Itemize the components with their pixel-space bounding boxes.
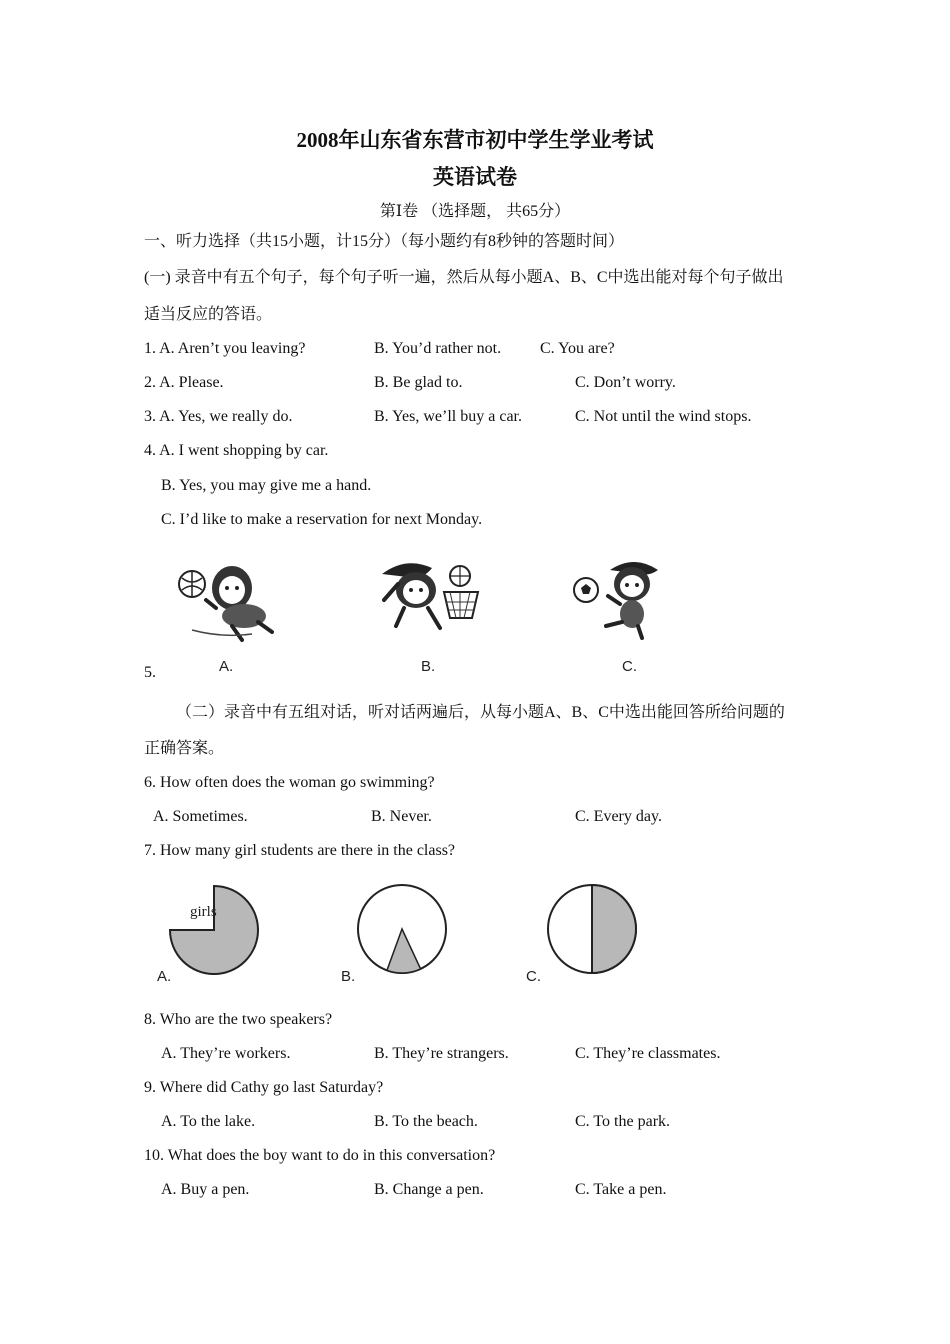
q5-label-c: C.	[622, 658, 637, 675]
q7-pie-chart-c	[546, 876, 642, 982]
part1-intro: (一) 录音中有五个句子，每个句子听一遍，然后从每小题A、B、C中选出能对每个句子做出	[144, 269, 784, 286]
exam-title: 2008年山东省东营市初中学生学业考试	[296, 128, 654, 152]
mascot-basketball-icon	[376, 556, 486, 636]
q8-option-a: A. They’re workers.	[161, 1045, 291, 1062]
q7-girls-label: girls	[190, 904, 217, 920]
q1-option-a: 1. A. Aren’t you leaving?	[144, 340, 306, 357]
q8-question: 8. Who are the two speakers?	[144, 1011, 333, 1028]
q2-option-a: 2. A. Please.	[144, 374, 224, 391]
section-heading: 一、听力选择（共15小题，计15分）（每小题约有8秒钟的答题时间）	[144, 233, 625, 250]
q3-option-c: C. Not until the wind stops.	[575, 408, 752, 425]
q6-question: 6. How often does the woman go swimming?	[144, 774, 435, 791]
q10-question: 10. What does the boy want to do in this conversation?	[144, 1147, 496, 1164]
q8-option-c: C. They’re classmates.	[575, 1045, 721, 1062]
part1-intro-cont: 适当反应的答语。	[144, 306, 273, 323]
q10-option-a: A. Buy a pen.	[161, 1181, 250, 1198]
q6-option-b: B. Never.	[371, 808, 432, 825]
q9-question: 9. Where did Cathy go last Saturday?	[144, 1079, 384, 1096]
mascot-volleyball-icon	[172, 560, 282, 644]
q3-option-b: B. Yes, we’ll buy a car.	[374, 408, 522, 425]
q3-option-a: 3. A. Yes, we really do.	[144, 408, 293, 425]
q8-option-b: B. They’re strangers.	[374, 1045, 509, 1062]
q1-option-b: B. You’d rather not.	[374, 340, 502, 357]
q6-option-a: A. Sometimes.	[153, 808, 248, 825]
q7-label-c: C.	[526, 968, 541, 985]
q4-option-c: C. I’d like to make a reservation for next Monday.	[161, 511, 483, 528]
q9-option-c: C. To the park.	[575, 1113, 671, 1130]
mascot-football-icon	[570, 556, 670, 640]
q7-pie-c-slice	[592, 885, 636, 973]
q5-number: 5.	[144, 664, 156, 681]
q4-option-a: 4. A. I went shopping by car.	[144, 442, 329, 459]
volume-heading: 第Ⅰ卷 （选择题， 共65分）	[379, 203, 571, 220]
exam-subtitle: 英语试卷	[433, 165, 517, 189]
part2-intro: （二）录音中有五组对话，听对话两遍后，从每小题A、B、C中选出能回答所给问题的	[176, 704, 785, 721]
q10-option-b: B. Change a pen.	[374, 1181, 484, 1198]
q9-option-a: A. To the lake.	[161, 1113, 256, 1130]
q7-pie-a-slice	[170, 886, 258, 974]
q10-option-c: C. Take a pen.	[575, 1181, 667, 1198]
part2-intro-cont: 正确答案。	[144, 740, 225, 757]
q9-option-b: B. To the beach.	[374, 1113, 478, 1130]
q1-option-c: C. You are?	[540, 340, 615, 357]
q7-pie-chart-a	[160, 876, 270, 986]
q7-pie-chart-b	[354, 876, 454, 986]
q7-label-b: B.	[341, 968, 356, 985]
q5-label-b: B.	[421, 658, 436, 675]
q4-option-b: B. Yes, you may give me a hand.	[161, 477, 372, 494]
q6-option-c: C. Every day.	[575, 808, 662, 825]
q5-label-a: A.	[219, 658, 234, 675]
q7-question: 7. How many girl students are there in the class?	[144, 842, 456, 859]
q7-label-a: A.	[157, 968, 172, 985]
q2-option-b: B. Be glad to.	[374, 374, 463, 391]
q2-option-c: C. Don’t worry.	[575, 374, 676, 391]
